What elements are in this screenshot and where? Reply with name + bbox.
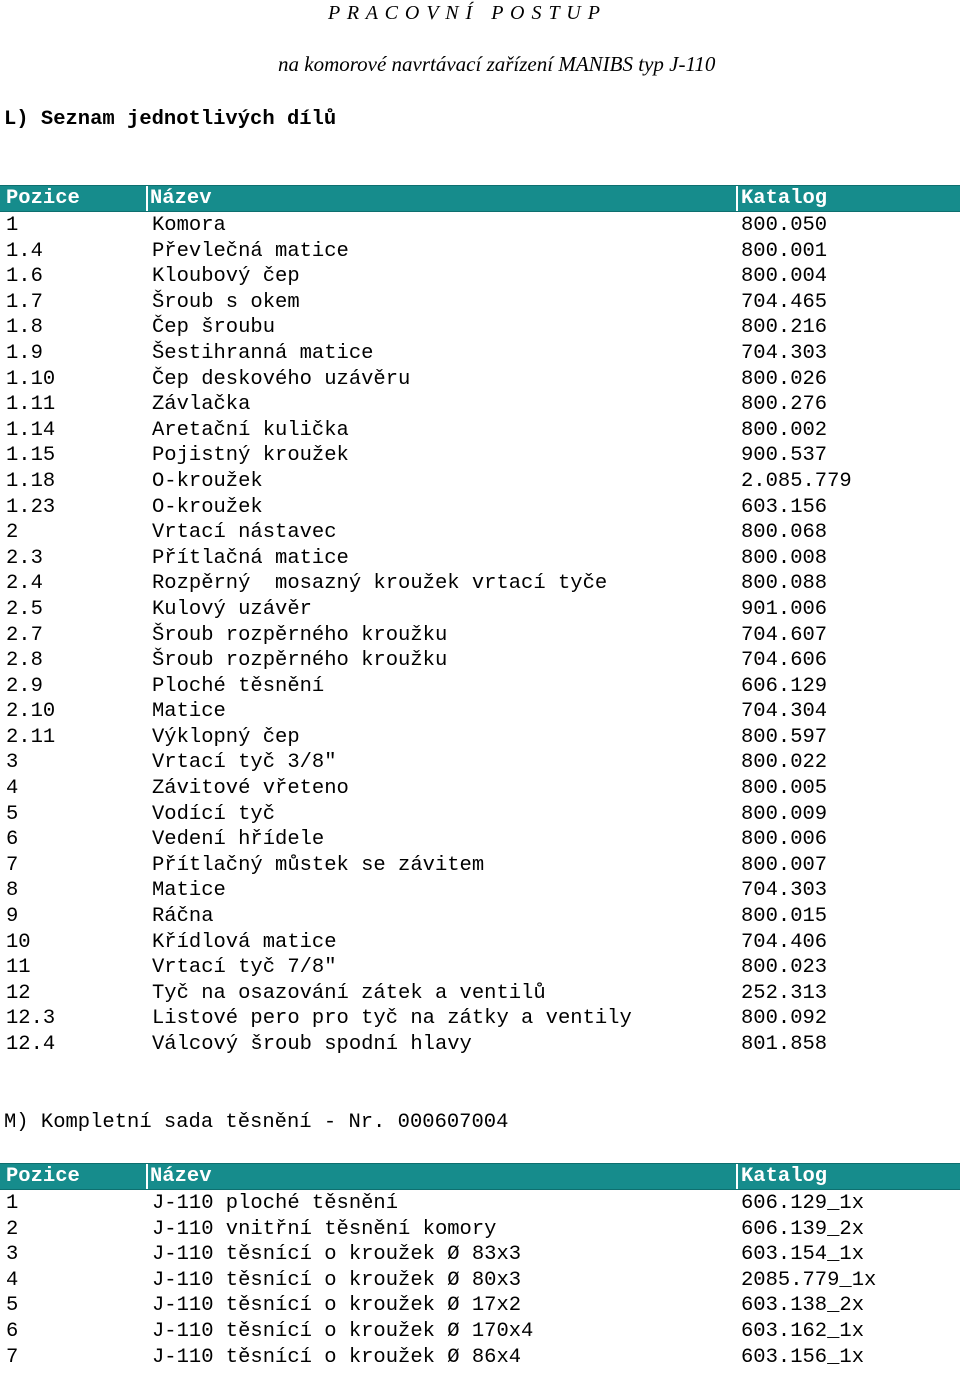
parts-table-body (0, 212, 960, 1057)
column-separator (736, 1164, 738, 1189)
cell-nazev: Matice (152, 879, 226, 903)
cell-nazev: Převlečná matice (152, 239, 349, 263)
table-row (0, 340, 960, 366)
table-row (0, 442, 960, 468)
cell-nazev: Čep šroubu (152, 316, 276, 340)
cell-katalog: 800.022 (741, 751, 828, 775)
cell-katalog: 704.465 (741, 290, 828, 314)
cell-nazev: Kulový uzávěr (152, 597, 312, 621)
cell-pozice: 12.4 (6, 1033, 56, 1056)
cell-pozice: 2.3 (6, 546, 43, 570)
table-row (0, 1267, 960, 1293)
section-m-heading: M) Kompletní sada těsnění - Nr. 000607004 (4, 1111, 509, 1134)
cell-nazev: Přítlačná matice (152, 546, 349, 570)
cell-nazev: O-kroužek (152, 469, 263, 493)
cell-pozice: 2.7 (6, 623, 43, 647)
cell-pozice: 12.3 (6, 1007, 56, 1031)
cell-nazev: Komora (152, 214, 226, 237)
cell-nazev: J-110 těsnící o kroužek Ø 83x3 (152, 1243, 522, 1267)
cell-pozice: 1.9 (6, 341, 43, 365)
table-row (0, 263, 960, 289)
table-row (0, 1216, 960, 1242)
table-row (0, 1031, 960, 1057)
seals-table-header (0, 1163, 960, 1190)
cell-katalog: 800.088 (741, 572, 828, 596)
cell-pozice: 1.11 (6, 393, 56, 417)
cell-nazev: Šroub rozpěrného kroužku (152, 649, 448, 673)
table-row (0, 1344, 960, 1370)
document-subtitle: na komorové navrtávací zařízení MANIBS typ J-110 (278, 52, 716, 76)
table-row (0, 929, 960, 955)
table-row (0, 596, 960, 622)
cell-pozice: 1.6 (6, 265, 43, 289)
cell-katalog: 800.002 (741, 418, 828, 442)
cell-nazev: Vrtací tyč 7/8" (152, 956, 337, 980)
column-header-nazev: Název (150, 1165, 212, 1188)
table-row (0, 391, 960, 417)
table-row (0, 1005, 960, 1031)
table-row (0, 468, 960, 494)
cell-nazev: Přítlačný můstek se závitem (152, 853, 485, 877)
cell-pozice: 5 (6, 1294, 19, 1318)
cell-katalog: 704.303 (741, 341, 828, 365)
table-row (0, 647, 960, 673)
column-header-katalog: Katalog (741, 1165, 828, 1188)
cell-pozice: 1.23 (6, 495, 56, 519)
cell-katalog: 603.138_2x (741, 1294, 865, 1318)
table-row (0, 366, 960, 392)
table-row (0, 519, 960, 545)
cell-nazev: J-110 těsnící o kroužek Ø 80x3 (152, 1268, 522, 1292)
cell-pozice: 4 (6, 1268, 19, 1292)
cell-pozice: 9 (6, 905, 19, 929)
cell-katalog: 603.154_1x (741, 1243, 865, 1267)
table-row (0, 417, 960, 443)
cell-nazev: Ráčna (152, 905, 214, 929)
cell-pozice: 7 (6, 1345, 19, 1369)
cell-katalog: 801.858 (741, 1033, 828, 1056)
cell-nazev: Šroub rozpěrného kroužku (152, 623, 448, 647)
cell-nazev: Čep deskového uzávěru (152, 367, 411, 391)
cell-pozice: 2.4 (6, 572, 43, 596)
cell-katalog: 800.005 (741, 777, 828, 801)
cell-nazev: Pojistný kroužek (152, 444, 349, 468)
cell-katalog: 800.004 (741, 265, 828, 289)
cell-katalog: 800.008 (741, 546, 828, 570)
cell-katalog: 704.606 (741, 649, 828, 673)
cell-pozice: 12 (6, 981, 31, 1005)
table-row (0, 749, 960, 775)
cell-pozice: 1.15 (6, 444, 56, 468)
cell-nazev: Šestihranná matice (152, 341, 374, 365)
cell-katalog: 603.162_1x (741, 1319, 865, 1343)
cell-nazev: Závlačka (152, 393, 251, 417)
seals-table (0, 1163, 960, 1369)
cell-nazev: Šroub s okem (152, 290, 300, 314)
cell-katalog: 800.015 (741, 905, 828, 929)
table-row (0, 826, 960, 852)
table-row (0, 545, 960, 571)
cell-nazev: O-kroužek (152, 495, 263, 519)
table-row (0, 238, 960, 264)
cell-pozice: 2.10 (6, 700, 56, 724)
table-row (0, 1292, 960, 1318)
cell-katalog: 704.303 (741, 879, 828, 903)
cell-pozice: 6 (6, 1319, 19, 1343)
cell-katalog: 800.007 (741, 853, 828, 877)
cell-pozice: 5 (6, 802, 19, 826)
table-row (0, 494, 960, 520)
cell-katalog: 800.001 (741, 239, 828, 263)
cell-pozice: 1.14 (6, 418, 56, 442)
cell-nazev: Matice (152, 700, 226, 724)
cell-pozice: 2.5 (6, 597, 43, 621)
table-row (0, 724, 960, 750)
cell-katalog: 900.537 (741, 444, 828, 468)
cell-pozice: 10 (6, 930, 31, 954)
table-row (0, 877, 960, 903)
cell-nazev: J-110 těsnící o kroužek Ø 170x4 (152, 1319, 534, 1343)
cell-nazev: J-110 vnitřní těsnění komory (152, 1217, 497, 1241)
cell-pozice: 3 (6, 1243, 19, 1267)
table-row (0, 570, 960, 596)
cell-katalog: 603.156_1x (741, 1345, 865, 1369)
cell-nazev: Válcový šroub spodní hlavy (152, 1033, 472, 1056)
column-separator (146, 186, 148, 211)
table-row (0, 622, 960, 648)
cell-katalog: 800.597 (741, 725, 828, 749)
column-separator (146, 1164, 148, 1189)
cell-pozice: 2.11 (6, 725, 56, 749)
table-row (0, 698, 960, 724)
cell-nazev: J-110 těsnící o kroužek Ø 86x4 (152, 1345, 522, 1369)
cell-pozice: 1 (6, 1192, 19, 1215)
cell-katalog: 704.607 (741, 623, 828, 647)
cell-katalog: 704.304 (741, 700, 828, 724)
cell-pozice: 2 (6, 521, 19, 545)
cell-pozice: 2 (6, 1217, 19, 1241)
cell-nazev: Rozpěrný mosazný kroužek vrtací tyče (152, 572, 608, 596)
cell-katalog: 800.006 (741, 828, 828, 852)
cell-katalog: 606.129 (741, 674, 828, 698)
cell-pozice: 1.10 (6, 367, 56, 391)
table-row (0, 673, 960, 699)
column-header-katalog: Katalog (741, 187, 828, 210)
cell-nazev: Aretační kulička (152, 418, 349, 442)
cell-pozice: 1.8 (6, 316, 43, 340)
column-header-pozice: Pozice (6, 1165, 80, 1188)
column-header-nazev: Název (150, 187, 212, 210)
table-row (0, 289, 960, 315)
cell-pozice: 1 (6, 214, 19, 237)
cell-katalog: 2.085.779 (741, 469, 852, 493)
cell-nazev: Listové pero pro tyč na zátky a ventily (152, 1007, 632, 1031)
cell-katalog: 606.139_2x (741, 1217, 865, 1241)
seals-table-body (0, 1190, 960, 1369)
cell-katalog: 800.092 (741, 1007, 828, 1031)
cell-nazev: Tyč na osazování zátek a ventilů (152, 981, 546, 1005)
cell-nazev: Vrtací nástavec (152, 521, 337, 545)
cell-nazev: J-110 ploché těsnění (152, 1192, 399, 1215)
column-separator (736, 186, 738, 211)
table-row (0, 775, 960, 801)
parts-table-header (0, 185, 960, 212)
cell-nazev: Křídlová matice (152, 930, 337, 954)
cell-katalog: 800.050 (741, 214, 828, 237)
cell-nazev: J-110 těsnící o kroužek Ø 17x2 (152, 1294, 522, 1318)
cell-nazev: Vodící tyč (152, 802, 276, 826)
cell-pozice: 6 (6, 828, 19, 852)
table-row (0, 903, 960, 929)
cell-katalog: 800.068 (741, 521, 828, 545)
cell-pozice: 8 (6, 879, 19, 903)
cell-katalog: 800.023 (741, 956, 828, 980)
table-row (0, 954, 960, 980)
cell-katalog: 606.129_1x (741, 1192, 865, 1215)
cell-katalog: 800.026 (741, 367, 828, 391)
cell-nazev: Ploché těsnění (152, 674, 325, 698)
document-title: P R A C O V N Í P O S T U P (328, 2, 601, 24)
cell-pozice: 1.18 (6, 469, 56, 493)
cell-pozice: 3 (6, 751, 19, 775)
cell-katalog: 800.009 (741, 802, 828, 826)
cell-katalog: 901.006 (741, 597, 828, 621)
cell-pozice: 1.4 (6, 239, 43, 263)
table-row (0, 212, 960, 238)
table-row (0, 314, 960, 340)
section-l-heading: L) Seznam jednotlivých dílů (4, 108, 337, 131)
cell-pozice: 4 (6, 777, 19, 801)
table-row (0, 980, 960, 1006)
cell-katalog: 800.216 (741, 316, 828, 340)
cell-nazev: Vedení hřídele (152, 828, 325, 852)
cell-katalog: 704.406 (741, 930, 828, 954)
cell-katalog: 252.313 (741, 981, 828, 1005)
cell-pozice: 11 (6, 956, 31, 980)
cell-pozice: 2.9 (6, 674, 43, 698)
table-row (0, 801, 960, 827)
cell-katalog: 2085.779_1x (741, 1268, 877, 1292)
cell-pozice: 7 (6, 853, 19, 877)
table-row (0, 1318, 960, 1344)
table-row (0, 852, 960, 878)
table-row (0, 1190, 960, 1216)
column-header-pozice: Pozice (6, 187, 80, 210)
cell-nazev: Vrtací tyč 3/8" (152, 751, 337, 775)
cell-pozice: 1.7 (6, 290, 43, 314)
cell-katalog: 800.276 (741, 393, 828, 417)
table-row (0, 1241, 960, 1267)
cell-nazev: Závitové vřeteno (152, 777, 349, 801)
cell-katalog: 603.156 (741, 495, 828, 519)
parts-table (0, 185, 960, 1057)
cell-nazev: Výklopný čep (152, 725, 300, 749)
cell-pozice: 2.8 (6, 649, 43, 673)
cell-nazev: Kloubový čep (152, 265, 300, 289)
